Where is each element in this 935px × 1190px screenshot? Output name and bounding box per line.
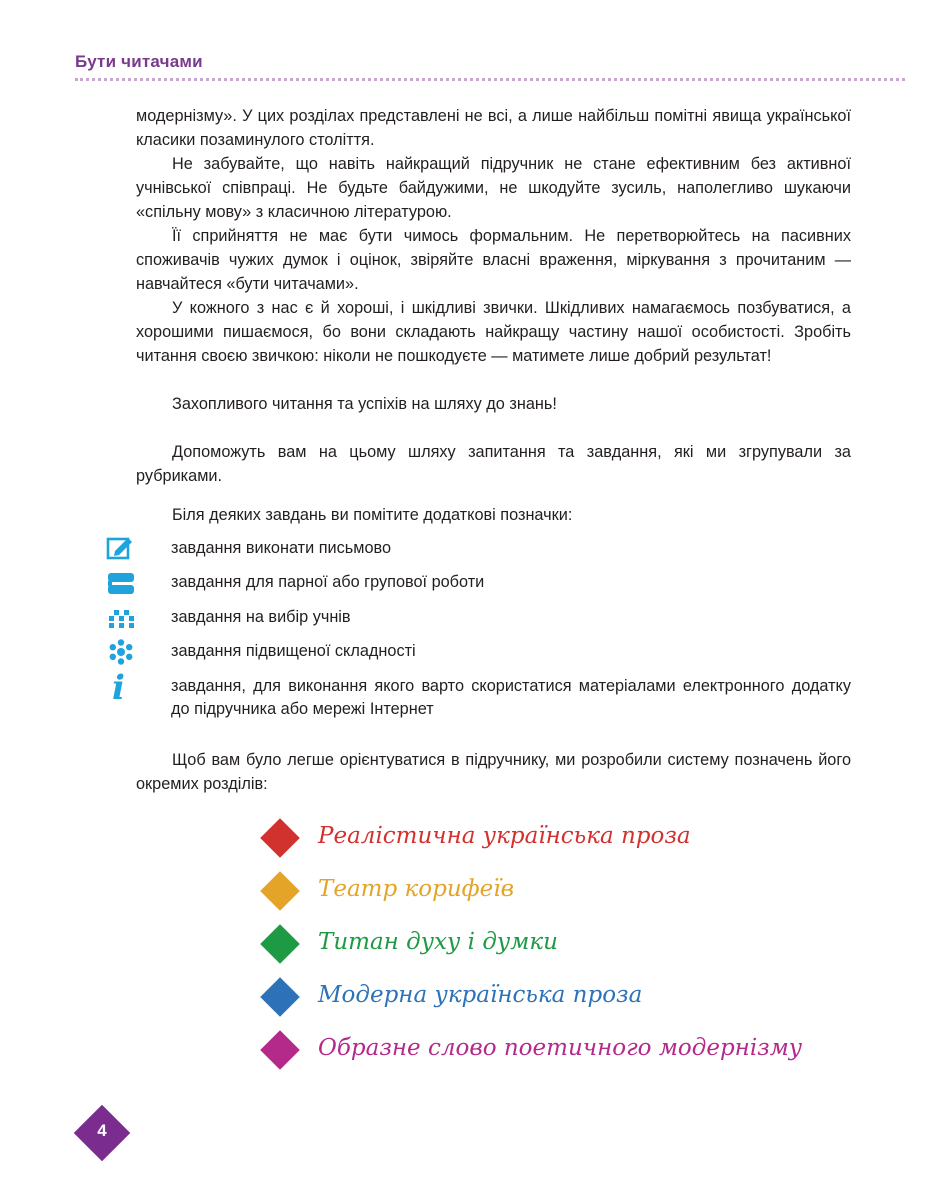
paragraph-2: Не забувайте, що навіть найкращий підручник не стане ефективним без активної учнівської співпраці. Не будьте байдужими, не шкодуйте зусиль, наполегливо шукаючи «спільну мову» з класичною літературою. <box>136 155 851 221</box>
section-label: Театр корифеїв <box>318 876 514 902</box>
snowflake-icon <box>105 638 137 664</box>
paragraph-sections-intro: Щоб вам було легше орієнтуватися в підручнику, ми розробили систему позначень його окремих розділів: <box>136 751 851 793</box>
page-number: 4 <box>97 1121 107 1140</box>
paragraph-5: Захопливого читання та успіхів на шляху до знань! <box>172 395 557 413</box>
info-icon <box>105 668 137 710</box>
legend-item-text: завдання для парної або групової роботи <box>171 573 485 591</box>
info-glyph: i <box>112 668 125 708</box>
green-diamond-icon <box>260 924 300 964</box>
section-label: Модерна українська проза <box>318 982 643 1008</box>
legend-intro: Біля деяких завдань ви помітите додаткові позначки: <box>172 506 573 524</box>
pair-work-icon <box>105 569 137 595</box>
paragraph-4: У кожного з нас є й хороші, і шкідливі звички. Шкідливих намагаємось позбуватися, а хорошими пишаємося, бо вони складають найкращу частину нашої особистості. Зробіть читання своєю звичкою: ніколи не пошкодуєте — матимете лише добрий результат! <box>136 299 851 365</box>
header-dotted-divider <box>75 78 905 81</box>
choice-pattern-icon <box>105 604 137 630</box>
legend-item-text: завдання підвищеної складності <box>171 642 416 660</box>
pencil-note-icon <box>105 534 137 560</box>
red-diamond-icon <box>260 818 300 858</box>
paragraph-3: Її сприйняття не має бути чимось формальним. Не перетворюйтесь на пасивних споживачів чужих думок і оцінок, звіряйте власні враження, міркування з прочитаним — навчайтеся «бути читачами». <box>136 227 851 293</box>
yellow-diamond-icon <box>260 871 300 911</box>
magenta-diamond-icon <box>260 1030 300 1070</box>
legend-item-text: завдання виконати письмово <box>171 539 392 557</box>
section-label: Реалістична українська проза <box>318 823 691 849</box>
running-header-title: Бути читачами <box>75 52 203 71</box>
blue-diamond-icon <box>260 977 300 1017</box>
legend-item-text: завдання на вибір учнів <box>171 608 351 626</box>
paragraph-6: Допоможуть вам на цьому шляху запитання та завдання, які ми згрупували за рубриками. <box>136 443 851 485</box>
section-label: Образне слово поетичного модернізму <box>318 1035 803 1061</box>
paragraph-1: модернізму». У цих розділах представлені не всі, а лише найбільш помітні явища української класики позаминулого століття. <box>136 107 851 149</box>
page-number-badge <box>74 1105 130 1161</box>
section-label: Титан духу і думки <box>318 929 558 955</box>
legend-item-text: завдання, для виконання якого варто скористатися матеріалами електронного додатку до підручника або мережі Інтернет <box>171 677 851 718</box>
